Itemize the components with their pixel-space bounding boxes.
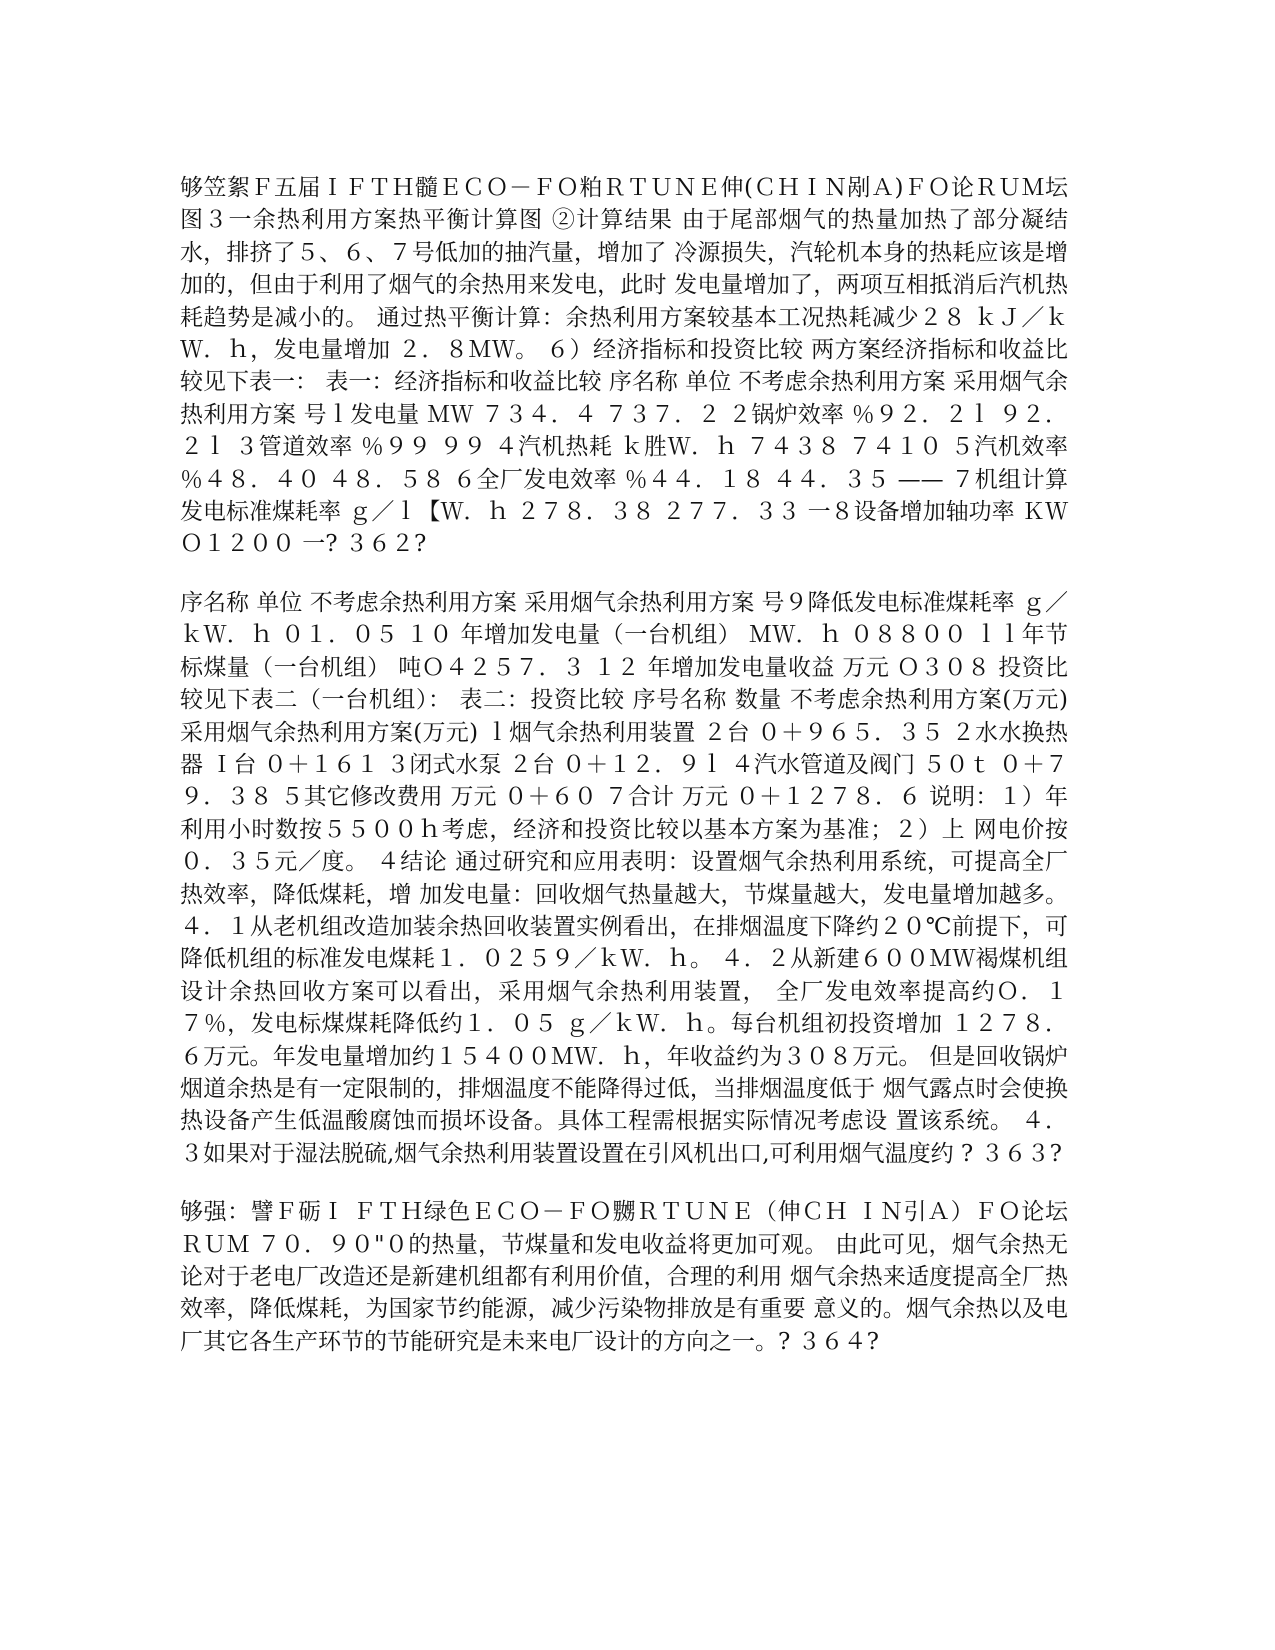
paragraph-3: 够强：譬Ｆ砺Ｉ ＦＴＨ绿色ＥＣＯ－ＦＯ嬲ＲＴＵＮＥ（伸ＣＨ ＩＮ引Ａ）ＦＯ论坛ＲＵＭ ７０．９０"０的热量，节煤量和发电收益将更加可观。 由此可见，烟气余热无论对于老电厂改造还是新建机组都有利用价值，合理的利用 烟气余热来适度提高全厂热效率，降低煤耗，为国家节约能源，减少污染物排放是有重要 意义的。烟气余热以及电厂其它各生产环节的节能研究是未来电厂设计的方向之一。? ３６４? (180, 1199, 1068, 1355)
paragraph-2: 序名称 单位 不考虑余热利用方案 采用烟气余热利用方案 号９降低发电标准煤耗率 ｇ／ｋＷ．ｈ ０１．０５ １０ 年增加发电量（一台机组） ＭＷ．ｈ ０８８００ ｌｌ年节标煤量（一台机组） 吨Ｏ４２５７．３ １２ 年增加发电量收益 万元 Ｏ３０８ 投资比较见下表二（一台机组）： 表二：投资比较 序号名称 数量 不考虑余热利用方案(万元) 采用烟气余热利用方案(万元) ｌ烟气余热利用装置 ２台 ０＋９６５．３５ ２水水换热器 Ｉ台 ０＋１６１ ３闭式水泵 ２台 ０＋１２．９ｌ ４汽水管道及阀门 ５０ｔ ０＋７９．３８ ５其它修改费用 万元 ０＋６０ ７合计 万元 ０＋１２７８．６ 说明：１）年利用小时数按５５００ｈ考虑，经济和投资比较以基本方案为基准；２）上 网电价按０．３５元／度。 ４结论 通过研究和应用表明：设置烟气余热利用系统，可提高全厂热效率，降低煤耗，增 加发电量：回收烟气热量越大，节煤量越大，发电量增加越多。 ４．１从老机组改造加装余热回收装置实例看出，在排烟温度下降约２０℃前提下，可 降低机组的标准发电煤耗１．０２５９／ｋＷ．ｈ。 ４．２从新建６００ＭＷ褐煤机组设计余热回收方案可以看出，采用烟气余热利用装置， 全厂发电效率提高约Ｏ．１７％，发电标煤煤耗降低约１．０５ ｇ／ｋＷ．ｈ。每台机组初投资增加 １２７８．６万元。年发电量增加约１５４００ＭＷ．ｈ，年收益约为３０８万元。 但是回收锅炉烟道余热是有一定限制的，排烟温度不能降得过低，当排烟温度低于 烟气露点时会使换热设备产生低温酸腐蚀而损坏设备。具体工程需根据实际情况考虑设 置该系统。 ４．３如果对于湿法脱硫,烟气余热利用装置设置在引风机出口,可利用烟气温度约 ? ３６３? (180, 589, 1068, 1167)
document-page (180, 172, 1068, 1384)
paragraph-1: 够笠絮Ｆ五届ＩＦＴＨ髓ＥＣＯ－ＦＯ粕ＲＴＵＮＥ伸(ＣＨＩＮ剐Ａ)ＦＯ论ＲＵＭ坛 图３一余热利用方案热平衡计算图 ②计算结果 由于尾部烟气的热量加热了部分凝结水，排挤了５、６、７号低加的抽汽量，增加了 冷源损失，汽轮机本身的热耗应该是增加的，但由于利用了烟气的余热用来发电，此时 发电量增加了，两项互相抵消后汽机热耗趋势是减小的。 通过热平衡计算：余热利用方案较基本工况热耗减少２８ ｋＪ／ｋＷ．ｈ，发电量增加 ２．８ＭＷ。 ６）经济指标和投资比较 两方案经济指标和收益比较见下表一： 表一：经济指标和收益比较 序名称 单位 不考虑余热利用方案 采用烟气余热利用方案 号ｌ发电量 ＭＷ ７３４．４ ７３７．２ ２锅炉效率 ％９２．２ｌ ９２．２ｌ ３管道效率 ％９９ ９９ ４汽机热耗 ｋ胜Ｗ．ｈ ７４３８ ７４１０ ５汽机效率 ％４８．４０ ４８．５８ ６全厂发电效率 ％４４．１８ ４４．３５ —— ７机组计算发电标准煤耗率 ｇ／ｌ【Ｗ．ｈ ２７８．３８ ２７７．３３ 一８设备增加轴功率 ＫＷ Ｏ１２００ 一? ３６２? (180, 175, 1068, 558)
